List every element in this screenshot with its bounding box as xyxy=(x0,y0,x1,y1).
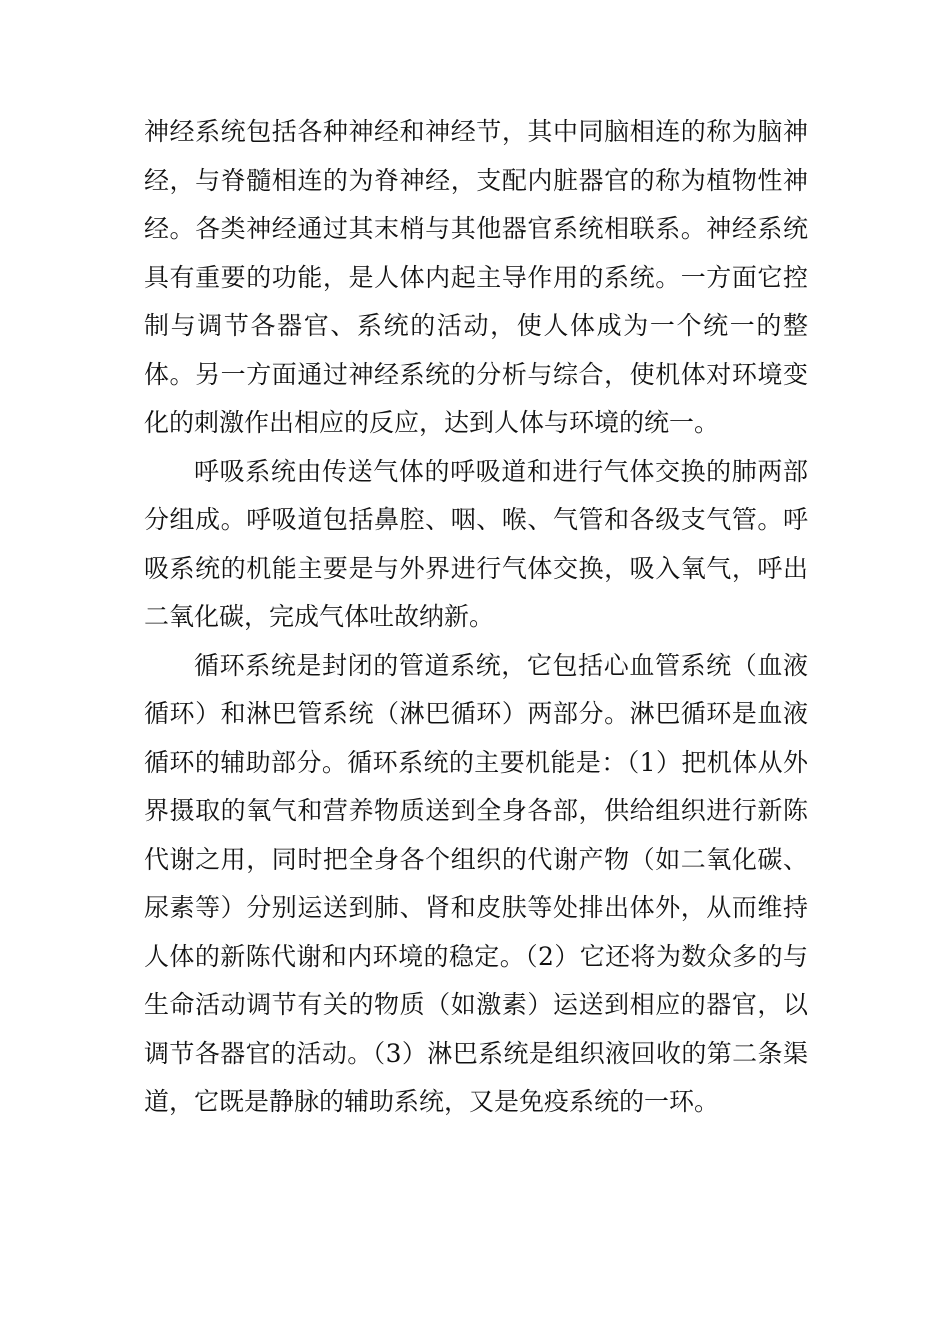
paragraph-nervous-system: 神经系统包括各种神经和神经节，其中同脑相连的称为脑神经，与脊髓相连的为脊神经，支配内脏器官的称为植物性神经。各类神经通过其末梢与其他器官系统相联系。神经系统具有重要的功能，是人体内起主导作用的系统。一方面它控制与调节各器官、系统的活动，使人体成为一个统一的整体。另一方面通过神经系统的分析与综合，使机体对环境变化的刺激作出相应的反应，达到人体与环境的统一。 xyxy=(144,117,808,437)
paragraph-circulatory-system: 循环系统是封闭的管道系统，它包括心血管系统（血液循环）和淋巴管系统（淋巴循环）两部分。淋巴循环是血液循环的辅助部分。循环系统的主要机能是：（1）把机体从外界摄取的氧气和营养物质送到全身各部，供给组织进行新陈代谢之用，同时把全身各个组织的代谢产物（如二氧化碳、尿素等）分别运送到肺、肾和皮肤等处排出体外，从而维持人体的新陈代谢和内环境的稳定。（2）它还将为数众多的与生命活动调节有关的物质（如激素）运送到相应的器官，以调节各器官的活动。（3）淋巴系统是组织液回收的第二条渠道，它既是静脉的辅助系统，又是免疫系统的一环。 xyxy=(144,650,808,1116)
paragraph-respiratory-system: 呼吸系统由传送气体的呼吸道和进行气体交换的肺两部分组成。呼吸道包括鼻腔、咽、喉、气管和各级支气管。呼吸系统的机能主要是与外界进行气体交换，吸入氧气，呼出二氧化碳，完成气体吐故纳新。 xyxy=(144,456,808,631)
document-page xyxy=(144,108,808,1127)
